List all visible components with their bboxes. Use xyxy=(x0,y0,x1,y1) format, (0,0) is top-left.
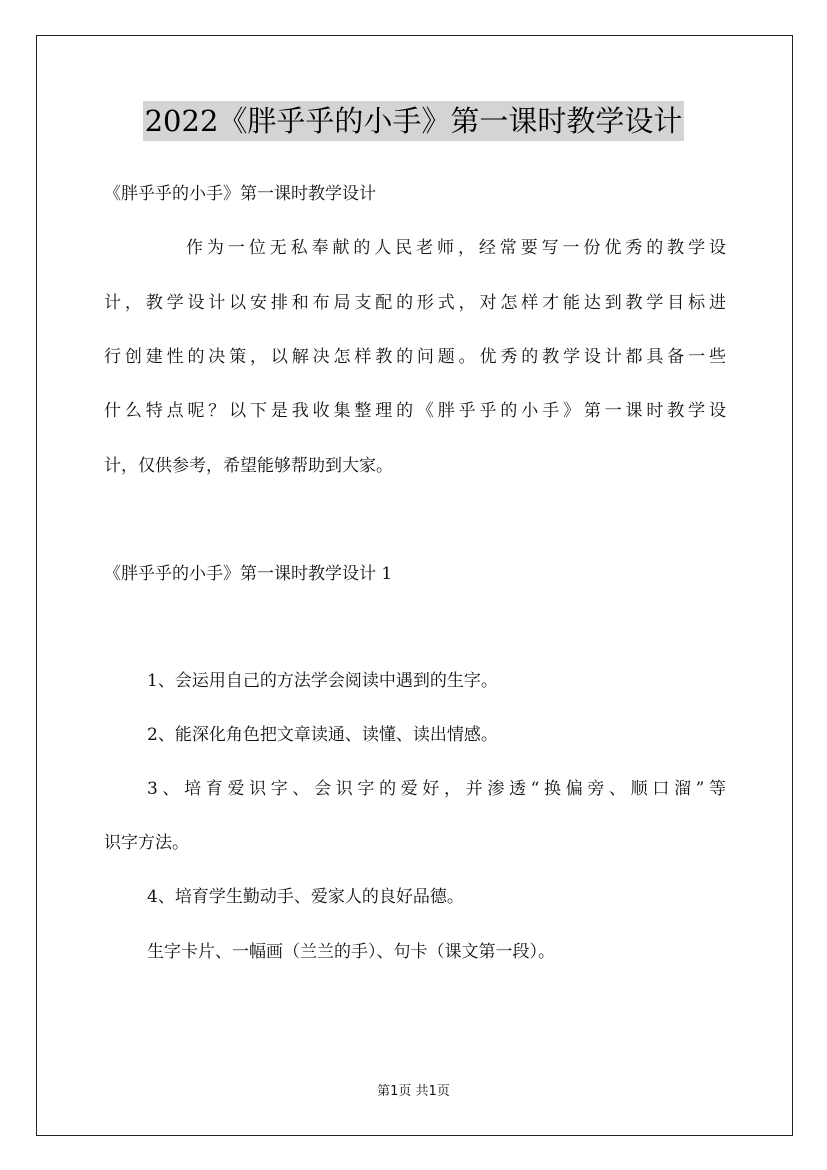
objective-3: 3、培育爱识字、会识字的爱好，并渗透“换偏旁、顺口溜”等 xyxy=(147,779,726,799)
objective-3-continued: 识字方法。 xyxy=(104,833,189,853)
intro-line-1: 作为一位无私奉献的人民老师，经常要写一份优秀的教学设 xyxy=(186,238,726,258)
materials-line: 生字卡片、一幅画（兰兰的手）、句卡（课文第一段）。 xyxy=(147,942,555,962)
intro-line-2: 计，教学设计以安排和布局支配的形式，对怎样才能达到教学目标进 xyxy=(104,293,726,313)
intro-line-5: 计，仅供参考，希望能够帮助到大家。 xyxy=(104,456,393,476)
title-container xyxy=(0,101,827,141)
intro-line-4: 什么特点呢？以下是我收集整理的《胖乎乎的小手》第一课时教学设 xyxy=(104,401,726,421)
objective-4: 4、培育学生勤动手、爱家人的良好品德。 xyxy=(147,887,464,907)
document-subtitle: 《胖乎乎的小手》第一课时教学设计 xyxy=(104,184,376,204)
intro-line-3: 行创建性的决策，以解决怎样教的问题。优秀的教学设计都具备一些 xyxy=(104,347,726,367)
objective-1: 1、会运用自己的方法学会阅读中遇到的生字。 xyxy=(147,671,498,691)
document-title: 2022《胖乎乎的小手》第一课时教学设计 xyxy=(143,101,685,141)
section-heading: 《胖乎乎的小手》第一课时教学设计 1 xyxy=(104,564,393,584)
page-number: 第1页 共1页 xyxy=(377,1084,450,1099)
objective-2: 2、能深化角色把文章读通、读懂、读出情感。 xyxy=(147,725,498,745)
